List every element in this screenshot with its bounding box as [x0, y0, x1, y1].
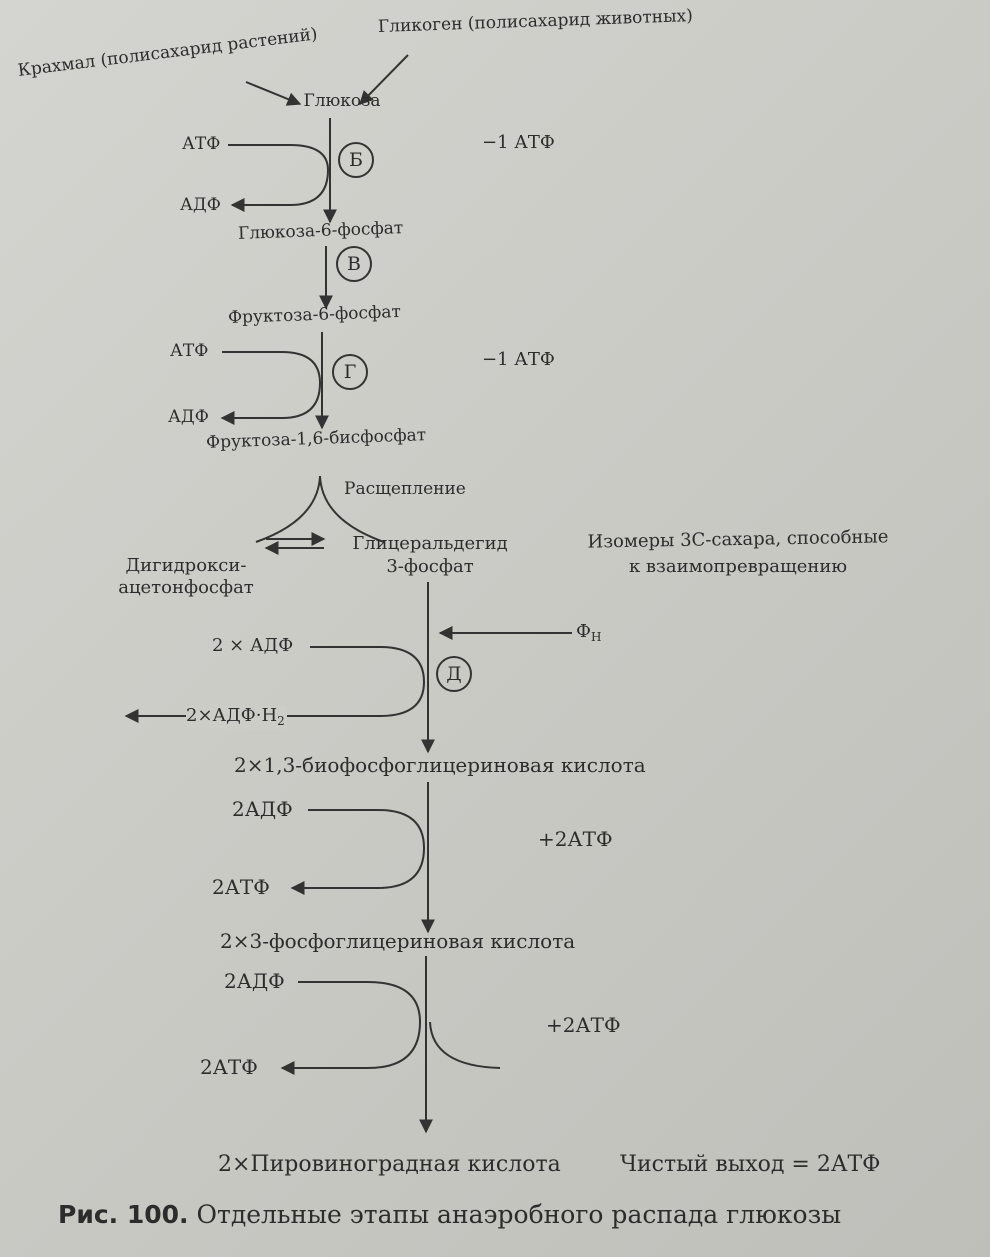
- starch-arrow: [246, 82, 300, 104]
- nadh-out-label: [186, 706, 287, 729]
- atp-balance-3: +2АТФ: [538, 827, 613, 851]
- caption-prefix: Рис. 100.: [58, 1200, 189, 1229]
- atp-balance-4: +2АТФ: [546, 1013, 621, 1037]
- step-v-circle: В: [336, 246, 372, 282]
- g6p-label: Глюкоза-6-фосфат: [237, 218, 404, 244]
- adp-in-label-5: 2АДФ: [224, 969, 285, 993]
- split-curve: [430, 1022, 500, 1068]
- gap-label-line2: 3-фосфат: [386, 556, 474, 577]
- bpg-label: 2×1,3-биофосфоглицериновая кислота: [234, 753, 646, 777]
- glucose-label: Глюкоза: [303, 91, 381, 111]
- dhap-label-line1: Дигидрокси-: [125, 555, 247, 576]
- atp-in-label-2: АТФ: [170, 341, 209, 361]
- pyruvate-label: 2×Пировиноградная кислота: [218, 1152, 561, 1177]
- f6p-label: Фруктоза-6-фосфат: [227, 301, 402, 329]
- atp-curve-2: [222, 352, 320, 418]
- nadh-text: 2×АДФ·Н: [186, 705, 278, 726]
- atp-curve-1: [228, 145, 328, 205]
- step-b-circle: Б: [338, 142, 374, 178]
- net-yield-label: Чистый выход = 2АТФ: [620, 1152, 881, 1177]
- pi-label: [576, 622, 601, 645]
- atp-in-label-1: АТФ: [182, 134, 221, 154]
- isomers-label-line2: к взаимопревращению: [628, 556, 848, 577]
- glycogen-label: Гликоген (полисахарид животных): [377, 6, 694, 37]
- adp-out-label-2: АДФ: [168, 407, 209, 427]
- adp-out-label-1: АДФ: [180, 195, 221, 215]
- atp-balance-2: −1 АТФ: [482, 349, 555, 370]
- cleavage-label: Расщепление: [344, 479, 466, 499]
- adp-in-label-4: 2АДФ: [232, 797, 293, 821]
- dhap-label-line2: ацетонфосфат: [118, 577, 254, 598]
- atp-curve-3: [292, 810, 424, 888]
- pg3-label: 2×3-фосфоглицериновая кислота: [220, 929, 576, 953]
- gap-label-line1: Глицеральдегид: [352, 533, 508, 554]
- atp-out-label-5: 2АТФ: [200, 1055, 258, 1079]
- starch-label: Крахмал (полисахарид растений): [16, 24, 319, 81]
- isomers-label-line1: Изомеры 3С-сахара, способные: [587, 526, 889, 553]
- caption-text: Отдельные этапы анаэробного распада глюкозы: [188, 1200, 842, 1229]
- figure-caption: [58, 1200, 841, 1229]
- pi-subscript: Н: [590, 630, 602, 644]
- fbp-label: Фруктоза-1,6-бисфосфат: [205, 425, 427, 453]
- atp-out-label-4: 2АТФ: [212, 875, 270, 899]
- step-d-circle: Д: [436, 656, 472, 692]
- step-g-circle: Г: [332, 354, 368, 390]
- atp-balance-1: −1 АТФ: [482, 132, 555, 153]
- pi-text: Ф: [576, 621, 591, 642]
- nadh-subscript: 2: [277, 714, 285, 728]
- atp-curve-4: [282, 982, 420, 1068]
- adp-in-label-3: 2 × АДФ: [212, 635, 294, 656]
